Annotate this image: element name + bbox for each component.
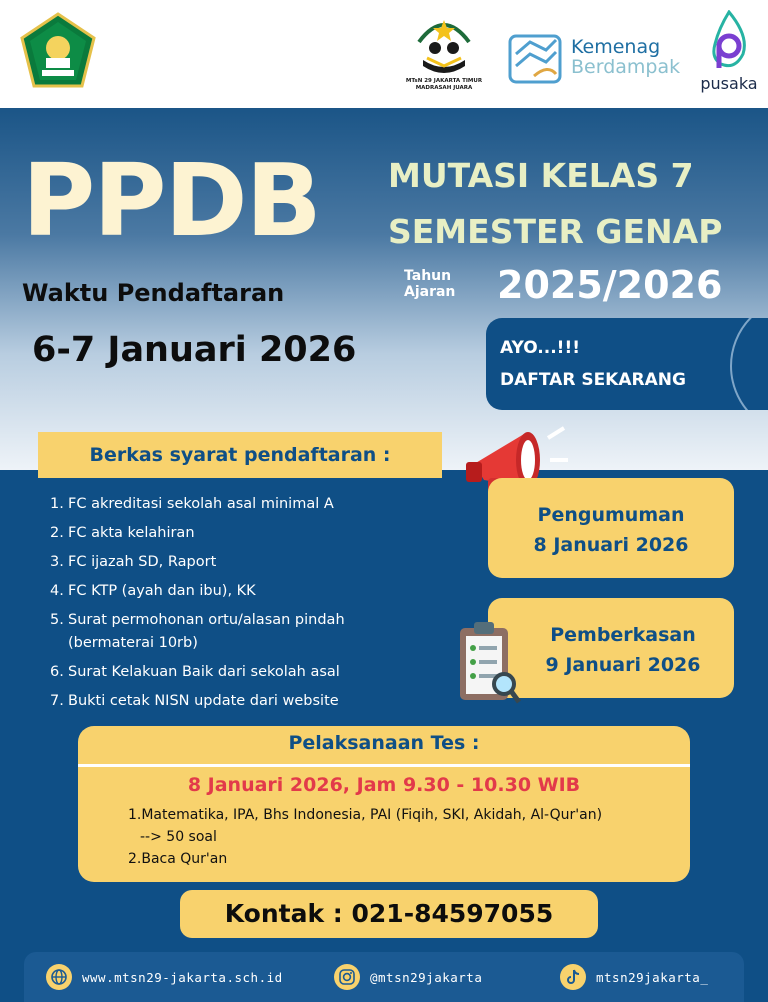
tiktok-icon	[560, 964, 586, 990]
tahun-ajaran-label	[404, 268, 455, 300]
footer-instagram[interactable]	[334, 964, 482, 990]
requirements-title: Berkas syarat pendaftaran :	[38, 432, 442, 478]
decorative-ring	[730, 318, 768, 410]
test-subjects-list	[128, 804, 602, 870]
tahun-ajaran-value: 2025/2026	[497, 263, 723, 307]
requirements-list	[50, 490, 460, 716]
footer-website[interactable]	[46, 964, 283, 990]
pusaka-logo-icon	[707, 10, 751, 72]
document-submission-label: Pemberkasan	[550, 624, 696, 646]
berdampak-logo-icon	[508, 34, 562, 84]
divider	[78, 764, 690, 767]
list-item: 1.Matematika, IPA, Bhs Indonesia, PAI (Fiqih, SKI, Akidah, Al-Qur'an)	[128, 807, 603, 823]
clipboard-icon	[456, 618, 522, 710]
list-item: 1. FC akreditasi sekolah asal minimal A	[50, 496, 334, 512]
list-item: 4. FC KTP (ayah dan ibu), KK	[50, 583, 256, 599]
footer	[24, 952, 744, 1002]
announcement-date: 8 Januari 2026	[533, 534, 689, 556]
tahun-label: Tahun	[404, 268, 452, 284]
school-caption-line2: MADRASAH JUARA	[415, 85, 473, 91]
kemenag-logo-icon	[18, 12, 98, 92]
document-submission-box	[488, 598, 734, 698]
school-logo	[404, 14, 484, 102]
pusaka-label: pusaka	[700, 74, 758, 93]
globe-icon	[46, 964, 72, 990]
test-schedule-box	[78, 726, 690, 882]
list-item: 2. FC akta kelahiran	[50, 525, 195, 541]
list-item-sub: (bermaterai 10rb)	[68, 635, 198, 651]
cta-line1: AYO...!!!	[500, 338, 580, 358]
waktu-pendaftaran-label: Waktu Pendaftaran	[22, 279, 285, 307]
announcement-box	[488, 478, 734, 578]
cta-line2: DAFTAR SEKARANG	[500, 370, 686, 390]
list-item-sub: --> 50 soal	[140, 829, 217, 845]
announcement-label: Pengumuman	[537, 504, 685, 526]
ppdb-title: PPDB	[22, 142, 320, 259]
test-date: 8 Januari 2026, Jam 9.30 - 10.30 WIB	[187, 774, 581, 796]
document-submission-date: 9 Januari 2026	[545, 654, 701, 676]
ajaran-label: Ajaran	[404, 284, 456, 300]
list-item: 6. Surat Kelakuan Baik dari sekolah asal	[50, 664, 340, 680]
registration-date: 6-7 Januari 2026	[32, 330, 357, 370]
berdampak-text-line2: Berdampak	[571, 56, 681, 78]
instagram-icon	[334, 964, 360, 990]
semester-heading: SEMESTER GENAP	[388, 212, 723, 251]
list-item: 5. Surat permohonan ortu/alasan pindah	[50, 612, 345, 628]
list-item: 3. FC ijazah SD, Raport	[50, 554, 217, 570]
contact-phone[interactable]: Kontak : 021-84597055	[180, 890, 598, 938]
berdampak-text-line1: Kemenag	[571, 36, 661, 58]
footer-tiktok[interactable]	[560, 964, 708, 990]
pusaka-logo	[698, 10, 760, 98]
call-to-action-banner	[486, 318, 768, 410]
test-title: Pelaksanaan Tes :	[288, 732, 480, 754]
header	[0, 0, 768, 108]
kemenag-berdampak-logo	[508, 34, 698, 82]
list-item: 7. Bukti cetak NISN update dari website	[50, 693, 339, 709]
tiktok-handle[interactable]: mtsn29jakarta_	[596, 969, 709, 985]
list-item: 2.Baca Qur'an	[128, 851, 228, 867]
mutasi-heading: MUTASI KELAS 7	[388, 156, 694, 195]
website-link[interactable]: www.mtsn29-jakarta.sch.id	[82, 969, 283, 985]
school-emblem-icon	[409, 14, 479, 78]
school-caption-line1: MTsN 29 JAKARTA TIMUR	[405, 78, 483, 84]
instagram-handle[interactable]: @mtsn29jakarta	[370, 969, 483, 985]
